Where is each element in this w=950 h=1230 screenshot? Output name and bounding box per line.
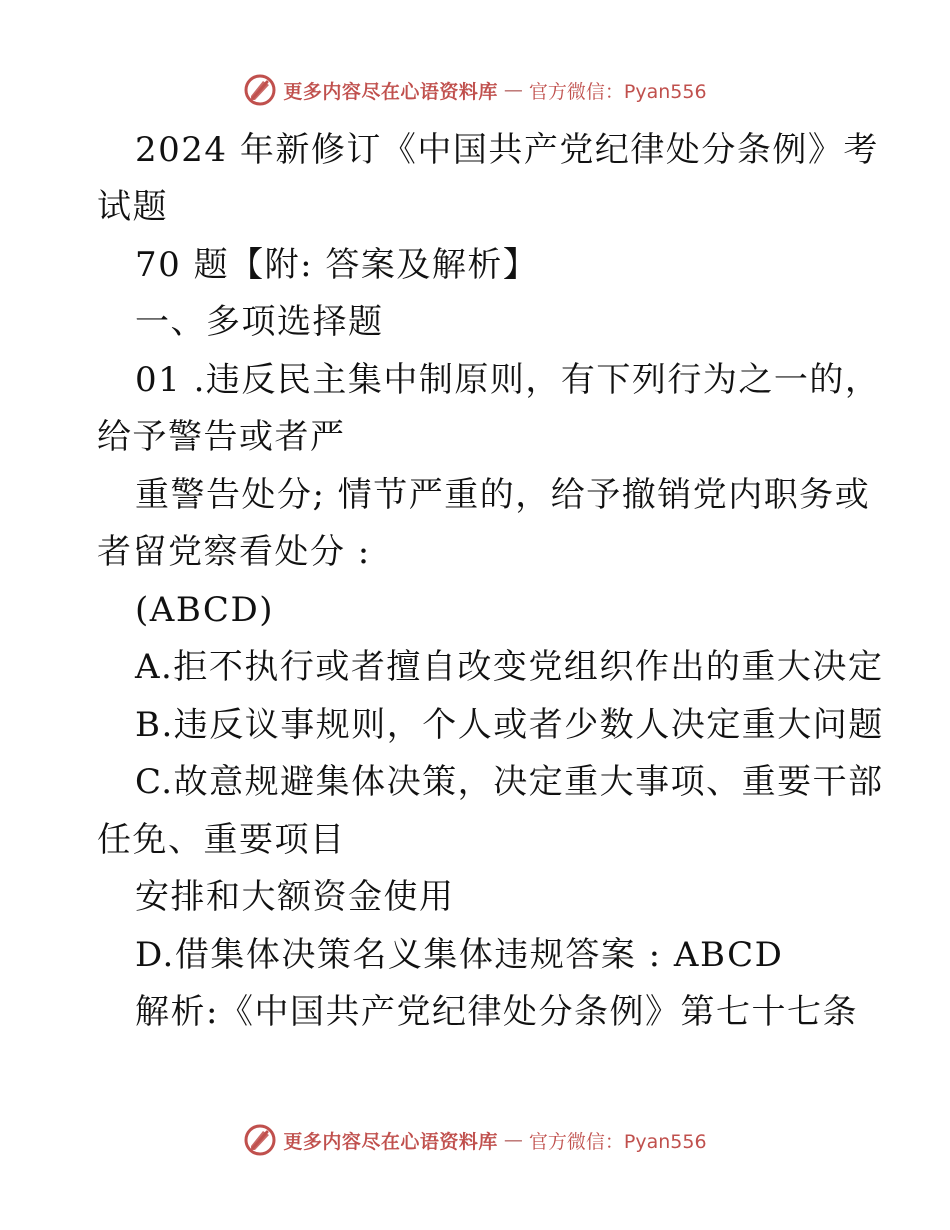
- option-b: B.违反议事规则，个人或者少数人决定重大问题: [135, 705, 884, 745]
- pen-seal-logo-icon: [243, 1123, 277, 1157]
- option-a: A.拒不执行或者擅自改变党组织作出的重大决定: [135, 647, 884, 687]
- watermark-site-text: 更多内容尽在心语资料库: [283, 80, 498, 103]
- explanation-line: 解析:《中国共产党纪律处分条例》第七十七条: [135, 992, 858, 1032]
- option-c-line1: C.故意规避集体决策，决定重大事项、重要干部: [135, 762, 884, 802]
- document-title-line1: 2024 年新修订《中国共产党纪律处分条例》考: [135, 130, 879, 170]
- option-d-and-answer: D.借集体决策名义集体违规答案 : ABCD: [135, 935, 784, 975]
- watermark-dash: —: [503, 1129, 523, 1151]
- option-c-line3: 安排和大额资金使用: [135, 877, 455, 917]
- choice-hint: (ABCD): [135, 590, 274, 630]
- document-title-line2: 试题: [97, 187, 168, 227]
- document-subtitle: 70 题【附: 答案及解析】: [135, 245, 539, 285]
- watermark-dash: —: [503, 79, 523, 101]
- header-watermark-banner: [0, 70, 950, 110]
- pen-seal-logo-icon: [243, 73, 277, 107]
- section-heading: 一、多项选择题: [135, 302, 384, 342]
- question-stem-line2: 给予警告或者严: [97, 417, 346, 457]
- question-stem-line3: 重警告处分; 情节严重的，给予撤销党内职务或: [135, 475, 871, 515]
- footer-watermark-banner: [0, 1120, 950, 1160]
- question-stem-line4: 者留党察看处分 :: [97, 532, 371, 572]
- watermark-site-text: 更多内容尽在心语资料库: [283, 1130, 498, 1153]
- option-c-line2: 任免、重要项目: [97, 820, 346, 860]
- question-stem-line1: 01 .违反民主集中制原则，有下列行为之一的，: [135, 360, 881, 400]
- watermark-wechat-text: 官方微信：Pyan556: [528, 80, 707, 103]
- watermark-wechat-text: 官方微信：Pyan556: [528, 1130, 707, 1153]
